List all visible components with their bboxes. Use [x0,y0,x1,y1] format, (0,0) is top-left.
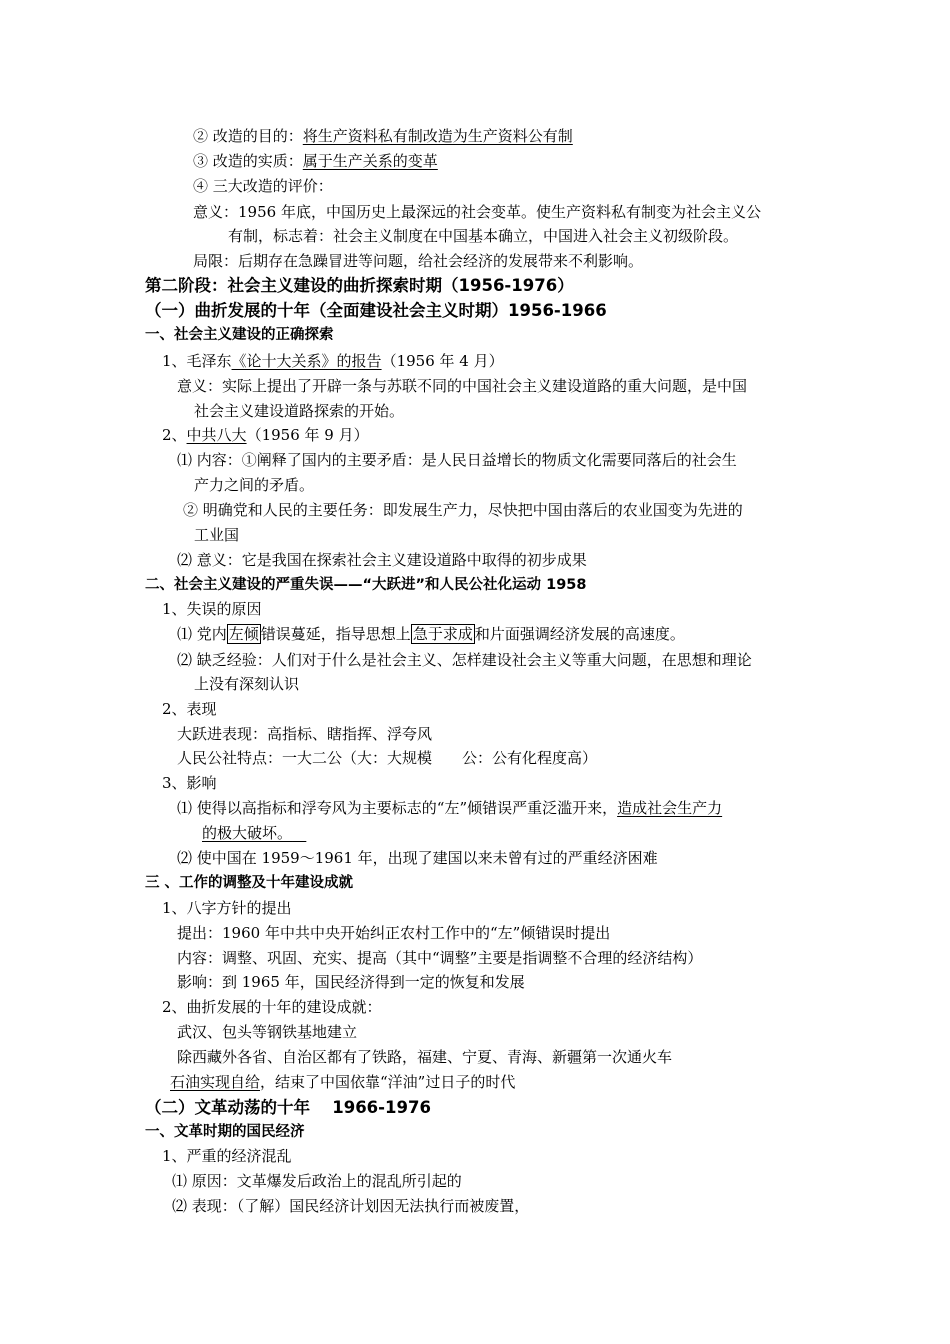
text-line: ⑴ 原因：文革爆发后政治上的混乱所引起的 [172,1172,462,1190]
line-suffix: （1956 年 9 月） [246,426,369,444]
text-line: 上没有深刻认识 [194,675,300,693]
text-line: ⑵ 意义：它是我国在探索社会主义建设道路中取得的初步成果 [177,551,587,569]
text-line: 提出：1960 年中共中央开始纠正农村工作中的“左”倾错误时提出 [177,924,611,942]
text-line: 有制，标志着：社会主义制度在中国基本确立，中国进入社会主义初级阶段。 [228,227,739,245]
underline-tail [292,824,306,842]
text-line: 大跃进表现：高指标、瞎指挥、浮夸风 [177,725,433,743]
text-line: ⑵ 表现：（了解）国民经济计划因无法执行而被废置， [172,1197,530,1215]
text-line [193,126,573,146]
text-line: ⑴ 内容：①阐释了国内的主要矛盾：是人民日益增长的物质文化需要同落后的社会生 [177,451,737,469]
text-line: 人民公社特点：一大二公（大：大规模 公：公有化程度高） [177,749,598,767]
text-line [170,1072,515,1092]
line-prefix: ② 改造的目的： [193,127,303,145]
text-line [193,151,438,171]
text-line [177,624,685,644]
text-line [162,351,504,371]
text-line: ② 明确党和人民的主要任务：即发展生产力，尽快把中国由落后的农业国变为先进的 [183,501,743,519]
text-line: 2、曲折发展的十年的建设成就： [162,998,382,1016]
underlined-key-point: 的极大破坏。 [202,824,293,842]
line-prefix: 2、 [162,426,187,444]
text-line: ④ 三大改造的评价： [193,177,333,195]
text-line: 社会主义建设道路探索的开始。 [194,402,405,420]
section-heading: 一、文革时期的国民经济 [145,1124,305,1140]
text-line: 2、表现 [162,700,217,718]
underlined-key-point: 属于生产关系的变革 [302,152,438,170]
text-line: ⑵ 缺乏经验：人们对于什么是社会主义、怎样建设社会主义等重大问题，在思想和理论 [177,651,752,669]
text-line: 内容：调整、巩固、充实、提高（其中“调整”主要是指调整不合理的经济结构） [177,949,703,967]
line-prefix: ⑴ 党内 [177,625,227,643]
text-line: ⑵ 使中国在 1959～1961 年，出现了建国以来未曾有过的严重经济困难 [177,849,658,867]
underlined-key-point: 《论十大关系》的报告 [231,352,382,370]
boxed-key-term: 急于求成 [412,625,473,643]
text-line: 意义：实际上提出了开辟一条与苏联不同的中国社会主义建设道路的重大问题，是中国 [177,377,748,395]
section-heading: 二、社会主义建设的严重失误——“大跃进”和人民公社化运动 1958 [145,577,587,593]
text-line: 1、失误的原因 [162,600,262,618]
text-line: 工业国 [194,526,240,544]
line-middle: 错误蔓延，指导思想上 [260,625,411,643]
line-suffix: 和片面强调经济发展的高速度。 [474,625,685,643]
section-heading: 一、社会主义建设的正确探索 [145,327,334,343]
text-line: 意义：1956 年底，中国历史上最深远的社会变革。使生产资料私有制变为社会主义公 [193,203,761,221]
section-heading: 三 、工作的调整及十年建设成就 [145,875,354,891]
text-line [177,798,722,818]
text-line: 3、影响 [162,774,217,792]
line-prefix: 1、毛泽东 [162,352,232,370]
text-line [202,823,306,843]
period-heading: （一）曲折发展的十年（全面建设社会主义时期）1956-1966 [145,301,607,320]
underlined-key-point: 将生产资料私有制改造为生产资料公有制 [302,127,573,145]
text-line: 产力之间的矛盾。 [194,476,315,494]
period-heading: （二）文革动荡的十年 1966-1976 [145,1098,431,1117]
text-line: 影响：到 1965 年，国民经济得到一定的恢复和发展 [177,973,525,991]
text-line: 除西藏外各省、自治区都有了铁路，福建、宁夏、青海、新疆第一次通火车 [177,1048,673,1066]
line-prefix: ③ 改造的实质： [193,152,303,170]
underlined-key-point: 石油实现自给 [170,1073,261,1091]
boxed-key-term: 左倾 [228,625,259,643]
text-line: 1、严重的经济混乱 [162,1147,292,1165]
text-line: 局限：后期存在急躁冒进等问题，给社会经济的发展带来不利影响。 [193,252,644,270]
underlined-key-point: 中共八大 [186,426,247,444]
underlined-key-point: 造成社会生产力 [617,799,723,817]
line-suffix: ，结束了中国依靠“洋油”过日子的时代 [260,1073,516,1091]
line-suffix: （1956 年 4 月） [381,352,504,370]
line-prefix: ⑴ 使得以高指标和浮夸风为主要标志的“左”倾错误严重泛滥开来， [177,799,618,817]
text-line [162,425,369,445]
text-line: 1、八字方针的提出 [162,899,292,917]
text-line: 武汉、包头等钢铁基地建立 [177,1023,358,1041]
stage-heading: 第二阶段：社会主义建设的曲折探索时期（1956-1976） [145,276,574,295]
